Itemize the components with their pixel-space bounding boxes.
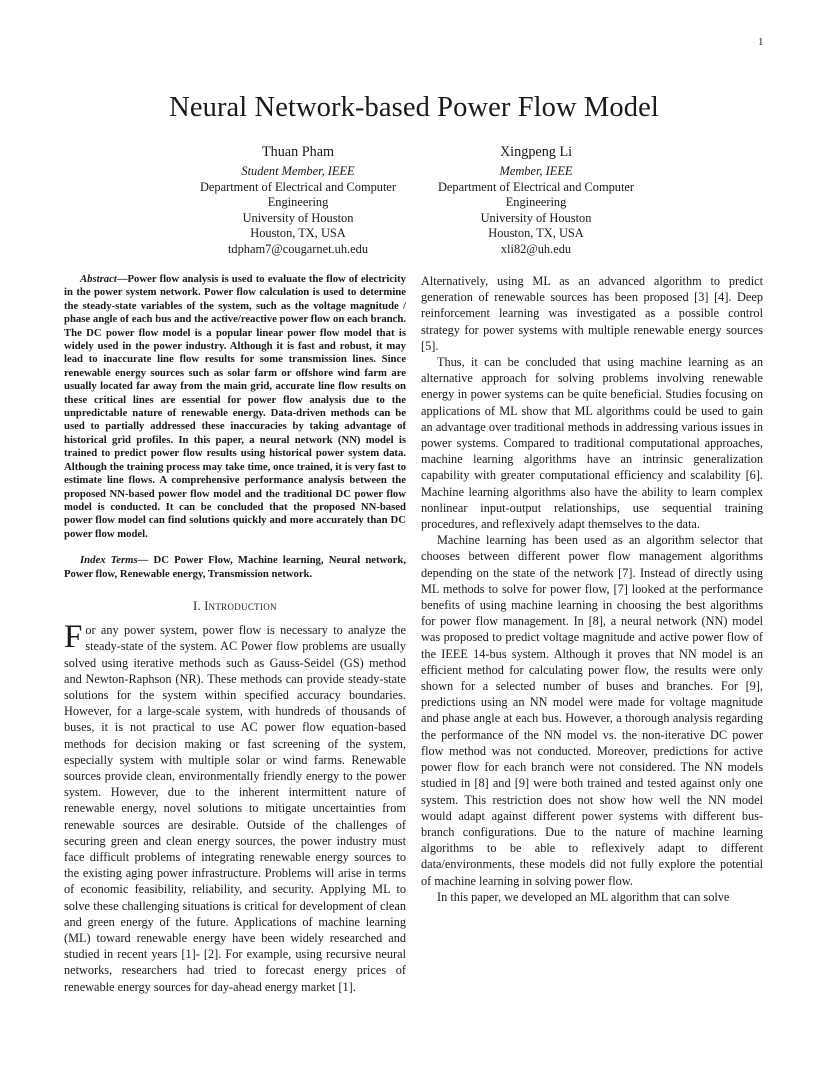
intro-paragraph-3: Machine learning has been used as an algorithm selector that chooses between different power flow management algorithms depending on the state of the network [7]. Instead of directly using ML methods to solve for power flow, [7] looked at the performance benefits of using machine learning in choosing the best algorithms for power flow management. In [8], a neural network (NN) model was proposed to predict voltage magnitude and active power flow of the IEEE 14-bus system. Although it proves that NN model is an efficient method for calculating power flow, the results were only shown for a selected number of buses and branches. For [9], predictions using an NN model were made for voltage magnitude and phase angle at each bus. However, a thorough analysis regarding the performance of the NN model vs. the non-iterative DC power flow method was not conducted. Moreover, predictions for active power flow for each branch were not considered. The NN models studied in [8] and [9] were both trained and tested against only one system. This restriction does not show how well the NN model would adapt against different power systems with different bus-branch configurations. Due to the nature of machine learning algorithms to be able to reflexively adapt to different data/environments, these models did not fully explore the potential of machine learning in solving power flow.	[421, 533, 763, 888]
author-department: Department of Electrical and Computer	[199, 179, 397, 194]
author-email: tdpham7@cougarnet.uh.edu	[227, 241, 369, 256]
author-department-cont: Engineering	[505, 195, 567, 210]
intro-paragraph-1-text: or any power system, power flow is necessary to analyze the steady-state of the system. AC Power flow problems are usually solved using iterative methods such as Gauss-Seidel (GS) method and Newton-Raphson (NR). These methods can provide steady-state solutions for the system within specified accuracy boundaries. However, for a large-scale system, with hundreds of thousands of buses, it is not practical to use AC power flow equation-based methods for decision making or fast screening of the system, especially system with multiple solar or wind farms. Renewable sources provide clean, environmentally friendly energy to the power system. However, due to the inherent intermittent nature of renewable energy, novel solutions to mitigate uncertainties from renewable sources are desirable. Outside of the challenges of securing green and clean energy sources, the power industry must face difficult problems of integrating renewable energy sources to the existing aging power infrastructure. Problems will arise in terms of economic feasibility, reliability, and security. Applying ML to solve these challenging situations is critical for development of clean and green energy of the future. Applications of machine learning (ML) toward renewable energy have been widely researched and studied in recent years [1]- [2]. For example, using recursive neural networks, researchers had tried to forecast energy prices of renewable energy sources for day-ahead energy market [1].	[64, 623, 406, 994]
intro-paragraph-1	[64, 619, 406, 995]
paper-title: Neural Network-based Power Flow Model	[169, 92, 659, 123]
author-location: Houston, TX, USA	[250, 226, 346, 241]
author-block	[411, 144, 661, 258]
author-name: Thuan Pham	[261, 144, 335, 160]
author-block	[173, 144, 423, 258]
author-membership: Member, IEEE	[499, 164, 573, 178]
right-column	[421, 273, 763, 905]
abstract-dash: —	[116, 273, 128, 285]
author-department-cont: Engineering	[267, 195, 329, 210]
index-terms	[64, 554, 406, 581]
drop-cap: F	[64, 619, 83, 656]
abstract	[64, 273, 406, 541]
abstract-text: Power flow analysis is used to evaluate the flow of electricity in the power system network. Power flow calculation is used to determine the steady-state variables of the system, such as the voltage magnitude / phase angle of each bus and the active/reactive power flow on each branch. The DC power flow model is a popular linear power flow model that is widely used in the power industry. Although it is fast and robust, it may lead to inaccurate line flow results for some transmission lines. Since renewable energy sources such as solar farm or offshore wind farm are usually located far away from the main grid, accurate line flow results on these critical lines are essential for power flow analysis due to the unpredictable nature of renewable energy. Data-driven methods can be used to partially addressed these inaccuracies by taking advantage of historical grid profiles. In this paper, a neural network (NN) model is trained to predict power flow results using historical power system data. Although the training process may take time, once trained, it is very fast to estimate line flows. A comprehensive performance analysis between the proposed NN-based power flow model and the traditional DC power flow model is conducted. It can be concluded that the proposed NN-based power flow model can find solutions quickly and more accurately than DC power flow model.	[64, 273, 406, 540]
abstract-lead: Abstract	[80, 273, 117, 285]
author-location: Houston, TX, USA	[488, 226, 584, 241]
page-number: 1	[758, 36, 764, 48]
author-university: University of Houston	[480, 210, 592, 225]
index-terms-dash: —	[137, 554, 154, 567]
author-name: Xingpeng Li	[499, 144, 573, 160]
intro-paragraph-1-continued: Alternatively, using ML as an advanced algorithm to predict generation of renewable sources has been proposed [3] [4]. Deep reinforcement learning was investigated as a possible control strategy for power systems with multiple renewable energy sources [5].	[421, 274, 763, 353]
author-email: xli82@uh.edu	[500, 241, 572, 256]
index-terms-text: DC Power Flow, Machine learning, Neural network, Power flow, Renewable energy, Transmission network.	[64, 554, 406, 580]
author-department: Department of Electrical and Computer	[437, 179, 635, 194]
left-column	[64, 273, 406, 995]
index-terms-lead: Index Terms	[80, 554, 138, 567]
intro-paragraph-2: Thus, it can be concluded that using machine learning as an alternative approach for solving problems involving renewable energy in power systems can be quite beneficial. Studies focusing on applications of ML show that ML algorithms could be used to gain an advantage over traditional methods in addressing various issues in power systems. Compared to traditional computational approaches, machine learning algorithms have an intrinsic generalization capability with greater computational efficiency and scalability [6]. Machine learning algorithms also have the ability to learn complex nonlinear input-output relationships, use sequential training procedures, and reflexively adapt themselves to the data.	[421, 355, 763, 532]
author-membership: Student Member, IEEE	[241, 164, 355, 178]
author-university: University of Houston	[242, 210, 354, 225]
intro-paragraph-4: In this paper, we developed an ML algorithm that can solve	[437, 889, 730, 904]
section-heading: I. Introduction	[193, 598, 277, 613]
